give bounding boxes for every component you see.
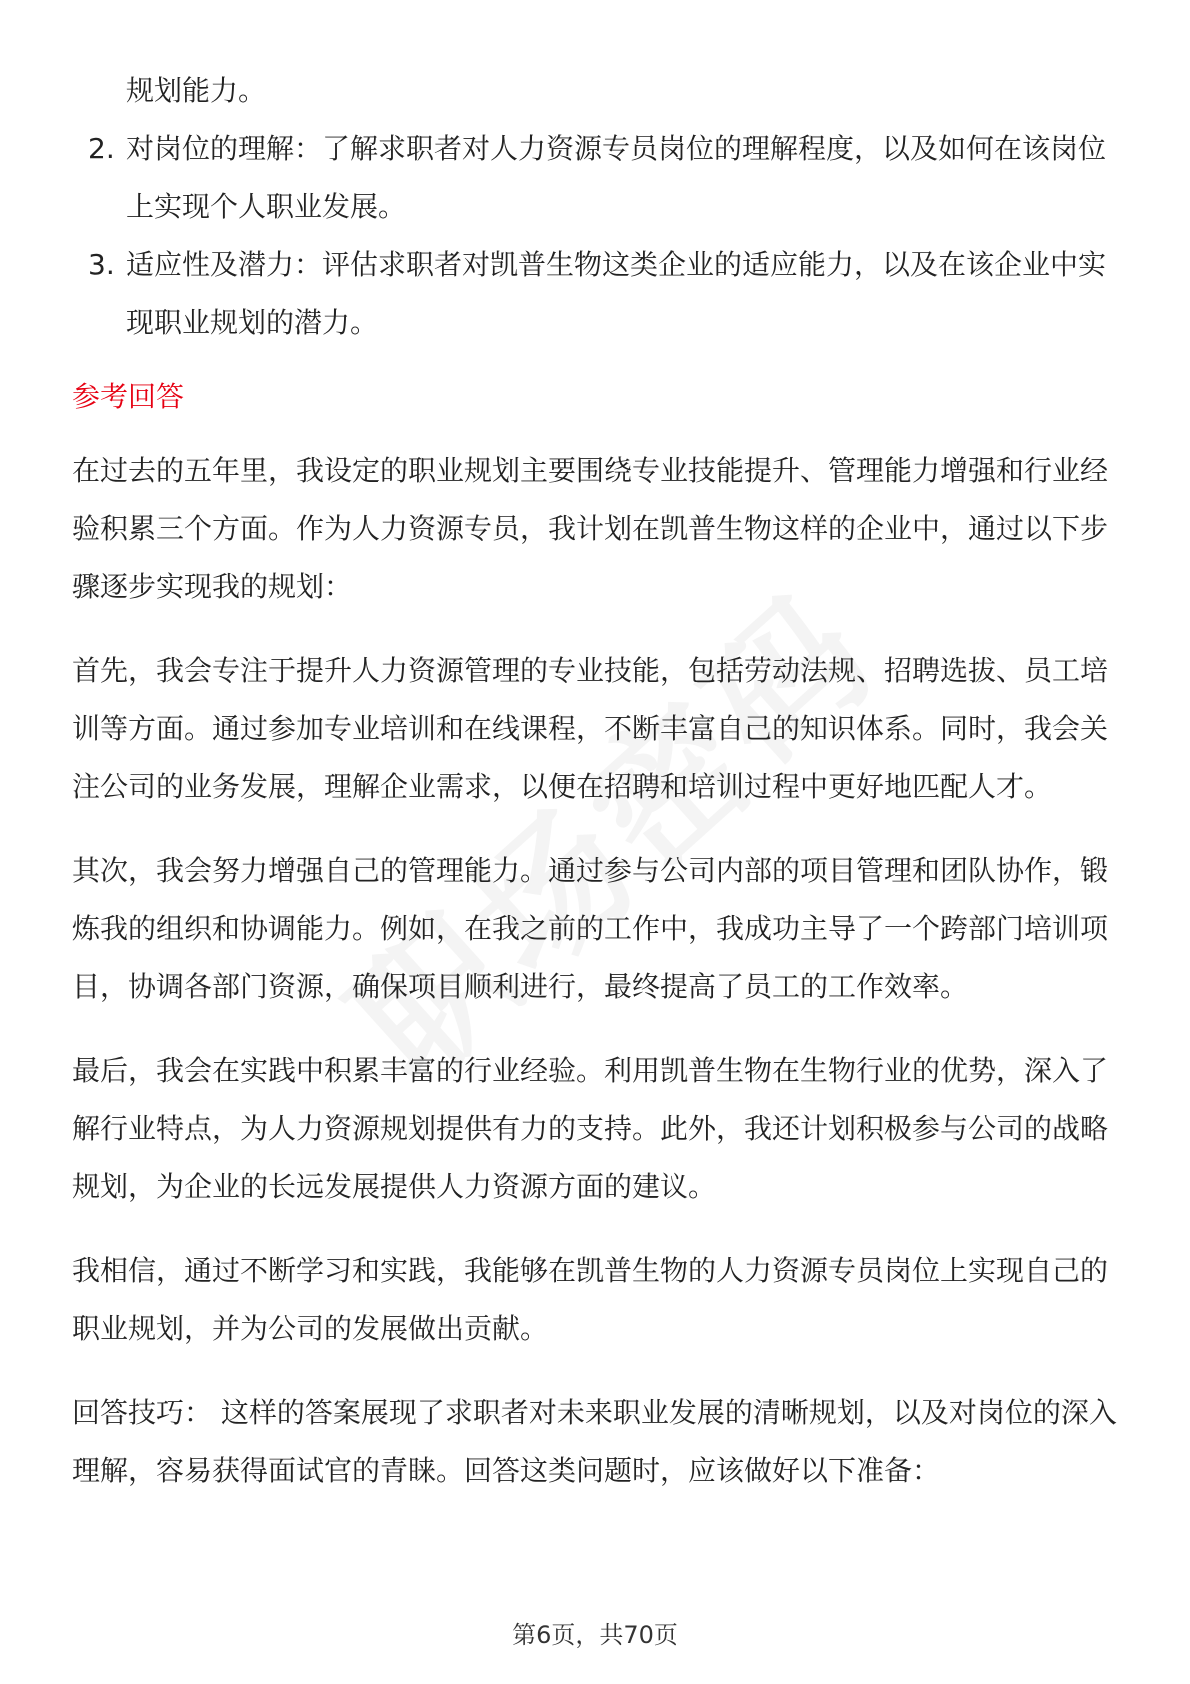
list-number: 2. xyxy=(88,132,115,165)
list-item-text: 适应性及潜力：评估求职者对凯普生物这类企业的适应能力，以及在该企业中实现职业规划的潜力。 xyxy=(126,248,1107,339)
answer-paragraph: 最后，我会在实践中积累丰富的行业经验。利用凯普生物在生物行业的优势，深入了解行业特点，为人力资源规划提供有力的支持。此外，我还计划积极参与公司的战略规划，为企业的长远发展提供人力资源方面的建议。 xyxy=(72,1054,1109,1203)
document-content xyxy=(72,62,1122,1526)
answer-paragraph: 我相信，通过不断学习和实践，我能够在凯普生物的人力资源专员岗位上实现自己的职业规划，并为公司的发展做出贡献。 xyxy=(72,1254,1109,1345)
list-item xyxy=(72,236,1122,352)
list-item xyxy=(72,120,1122,236)
list-item-text: 对岗位的理解：了解求职者对人力资源专员岗位的理解程度，以及如何在该岗位上实现个人职业发展。 xyxy=(126,132,1107,223)
list-number: 3. xyxy=(88,248,115,281)
answer-paragraph: 首先，我会专注于提升人力资源管理的专业技能，包括劳动法规、招聘选拔、员工培训等方面。通过参加专业培训和在线课程，不断丰富自己的知识体系。同时，我会关注公司的业务发展，理解企业需求，以便在招聘和培训过程中更好地匹配人才。 xyxy=(72,654,1109,803)
section-heading: 参考回答 xyxy=(72,380,185,413)
continued-list-item-text: 规划能力。 xyxy=(126,74,267,107)
numbered-list xyxy=(72,120,1122,352)
answer-tip-paragraph: 回答技巧： 这样的答案展现了求职者对未来职业发展的清晰规划，以及对岗位的深入理解，容易获得面试官的青睐。回答这类问题时，应该做好以下准备： xyxy=(72,1396,1117,1487)
answer-paragraph: 在过去的五年里，我设定的职业规划主要围绕专业技能提升、管理能力增强和行业经验积累三个方面。作为人力资源专员，我计划在凯普生物这样的企业中，通过以下步骤逐步实现我的规划： xyxy=(72,454,1109,603)
answer-paragraph: 其次，我会努力增强自己的管理能力。通过参与公司内部的项目管理和团队协作，锻炼我的组织和协调能力。例如，在我之前的工作中，我成功主导了一个跨部门培训项目，协调各部门资源，确保项目顺利进行，最终提高了员工的工作效率。 xyxy=(72,854,1109,1003)
page-footer: 第6页，共70页 xyxy=(512,1621,678,1649)
